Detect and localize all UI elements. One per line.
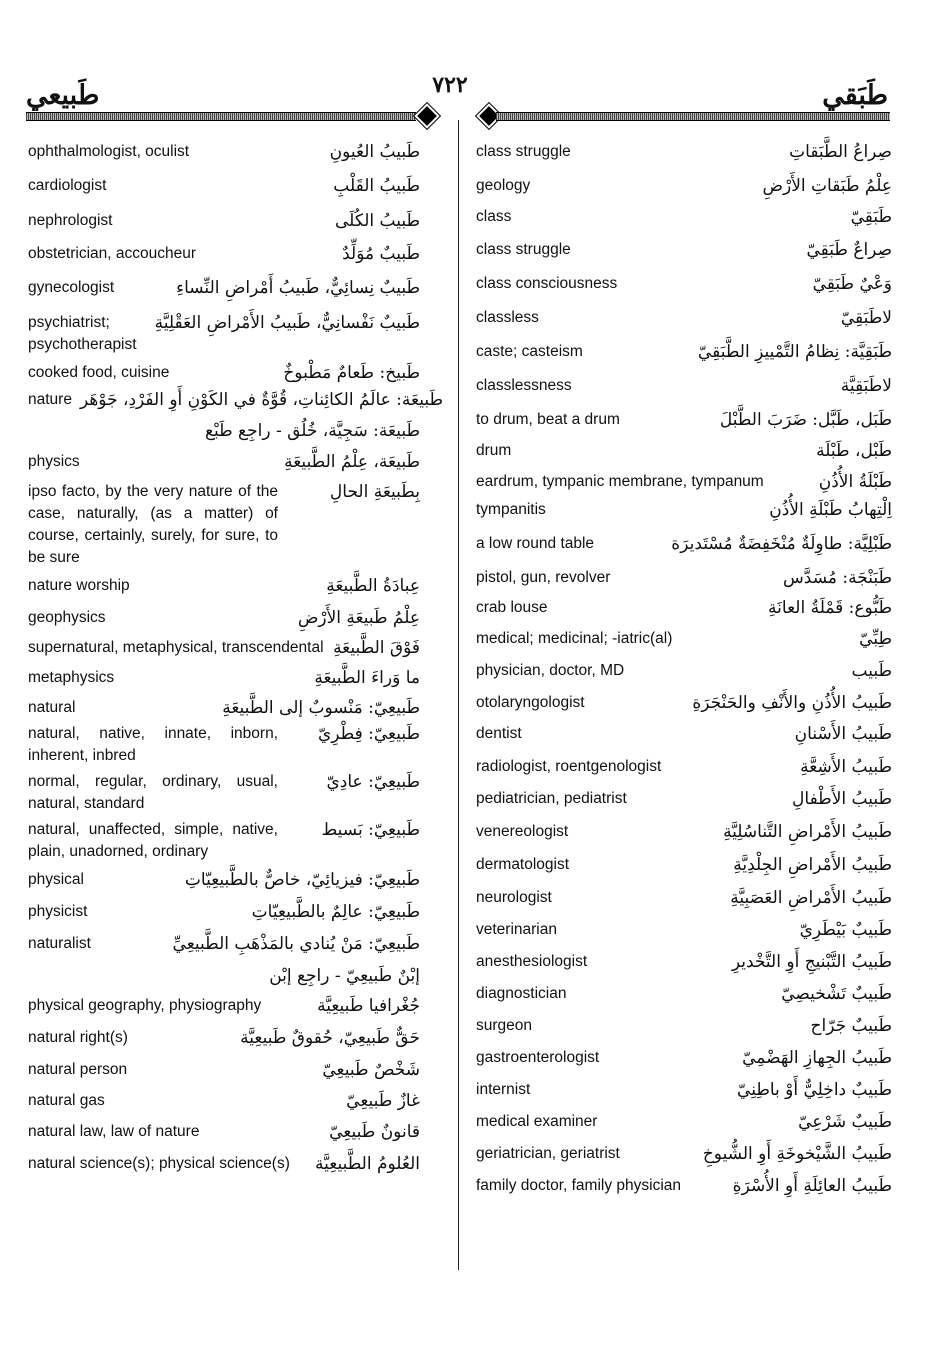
entry-english: ipso facto, by the very nature of the case, naturally, (as a matter) of course, certainly, surely, for sure, to be sure <box>28 483 278 566</box>
entry-english: pediatrician, pediatrist <box>476 790 627 807</box>
entry-arabic: طَبْل، طَبْلَة <box>816 441 892 461</box>
dictionary-entry <box>476 919 892 941</box>
dictionary-entry <box>28 819 420 863</box>
dictionary-entry <box>476 273 892 295</box>
entry-arabic: لاطَبَقِيَّة <box>840 376 892 396</box>
dictionary-entry <box>28 901 420 923</box>
entry-arabic: طَبيبٌ نِسائِيٌّ، طَبيبُ أَمْراضِ النِّساءِ <box>176 278 420 298</box>
entry-english: dentist <box>476 725 522 742</box>
entry-arabic: طَبَنْجَة: مُسَدَّس <box>783 568 892 588</box>
entry-arabic: فَوْقَ الطَّبيعَةِ <box>333 638 420 658</box>
dictionary-entry <box>476 1015 892 1037</box>
entry-english: geophysics <box>28 609 106 626</box>
entry-arabic: إبْنٌ طَبيعِيّ - راجِع إبْن <box>269 966 420 986</box>
dictionary-entry <box>28 277 420 299</box>
dictionary-entry <box>476 788 892 810</box>
entry-arabic: طَبيبُ الأُذُنِ والأَنْفِ والحَنْجَرَةِ <box>692 693 892 713</box>
entry-english: class consciousness <box>476 275 618 292</box>
entry-arabic: طَبيعِيّ: مَنْسوبٌ إلى الطَّبيعَةِ <box>222 698 420 718</box>
entry-arabic: حَقٌّ طَبيعِيّ، حُقوقٌ طَبيعِيَّة <box>240 1028 420 1048</box>
entry-english: pistol, gun, revolver <box>476 569 611 586</box>
dictionary-entry <box>28 243 420 265</box>
entry-arabic: طَبيبُ الأَمْراضِ العَصَبِيَّةِ <box>730 888 892 908</box>
entry-english: physicist <box>28 903 88 920</box>
guide-word-left: طَبيعي <box>26 80 100 111</box>
entry-arabic: ما وَراءَ الطَّبيعَةِ <box>314 668 420 688</box>
entry-arabic: طَبيبُ العائِلَةِ أَوِ الأُسْرَةِ <box>732 1176 892 1196</box>
dictionary-entry <box>476 567 892 589</box>
entry-arabic: طَبَقِيَّة: نِظامُ التَّمْييزِ الطَّبَقِيّ <box>697 342 892 362</box>
dictionary-entry <box>476 471 892 493</box>
entry-arabic: طَبيبٌ مُوَلِّدٌ <box>342 244 420 264</box>
entry-english: caste; casteism <box>476 343 583 360</box>
entry-english: physical <box>28 871 84 888</box>
dictionary-entry <box>28 362 420 384</box>
entry-arabic: قانونٌ طَبيعِيّ <box>329 1122 420 1142</box>
entry-english: natural person <box>28 1061 128 1078</box>
entry-arabic: طَبيعِيّ: مَنْ يُنادي بالمَذْهَبِ الطَّبيعِيِّ <box>172 934 420 954</box>
entry-english: to drum, beat a drum <box>476 411 620 428</box>
page-number: ٧٢٢ <box>432 72 468 98</box>
entry-arabic: طَبْلِيَّة: طاوِلَةٌ مُنْخَفِضَةٌ مُسْتَديرَة <box>671 534 892 554</box>
dictionary-entry <box>476 141 892 163</box>
entry-arabic: عِلْمُ طَبيعَةِ الأَرْضِ <box>297 608 420 628</box>
guide-word-right: طَبَقي <box>822 80 888 111</box>
entry-arabic: طَبيبُ الكُلَى <box>335 211 420 231</box>
entry-arabic: طَبْلَةُ الأُذُنِ <box>818 472 892 492</box>
entry-english: physics <box>28 453 80 470</box>
dictionary-entry <box>476 821 892 843</box>
entry-arabic: طَبيبٌ جَرّاح <box>810 1016 892 1036</box>
entry-arabic: طَبيبُ الأَسْنانِ <box>794 724 892 744</box>
entry-arabic: طَبيعِيّ: فِطْرِيّ <box>317 724 420 744</box>
entry-english: obstetrician, accoucheur <box>28 245 197 262</box>
dictionary-entry <box>28 1153 420 1175</box>
dictionary-entry <box>28 575 420 597</box>
entry-english: classlessness <box>476 377 572 394</box>
entry-english: ophthalmologist, oculist <box>28 143 190 160</box>
dictionary-entry <box>28 312 420 356</box>
entry-english: normal, regular, ordinary, usual, natural, standard <box>28 773 278 812</box>
dictionary-entry <box>476 206 892 228</box>
dictionary-entry <box>476 951 892 973</box>
dictionary-entry <box>476 628 892 650</box>
entry-arabic: طَبيعِيّ: عادِيّ <box>326 772 420 792</box>
entry-english: gynecologist <box>28 279 115 296</box>
entry-arabic: طَبيبٌ نَفْسانِيٌّ، طَبيبُ الأَمْراضِ العَقْلِيَّةِ <box>154 313 420 333</box>
entry-english: surgeon <box>476 1017 533 1034</box>
entry-arabic: طَبيبُ الأَمْراضِ الجِلْدِيَّةِ <box>733 855 892 875</box>
entry-english: classless <box>476 309 539 326</box>
entry-english: natural science(s); physical science(s) <box>28 1155 290 1172</box>
entry-arabic: شَخْصٌ طَبيعِيّ <box>322 1060 420 1080</box>
entry-arabic: العُلومُ الطَّبيعِيَّة <box>315 1154 420 1174</box>
dictionary-entry <box>28 637 420 659</box>
header-rule-right <box>496 112 890 121</box>
right-column <box>476 132 892 1197</box>
entry-arabic: عِلْمُ طَبَقاتِ الأَرْضِ <box>762 176 892 196</box>
entry-english: geology <box>476 177 531 194</box>
entry-english: class struggle <box>476 241 571 258</box>
entry-arabic: طِبِّيّ <box>859 629 892 649</box>
entry-arabic: طَبُّوع: قَمْلَةُ العانَةِ <box>768 598 892 618</box>
entry-arabic: طَبيبٌ بَيْطَرِيّ <box>799 920 892 940</box>
entry-english: gastroenterologist <box>476 1049 600 1066</box>
entry-arabic: طَبَقِيّ <box>850 207 892 227</box>
dictionary-entry <box>28 1090 420 1112</box>
dictionary-entry <box>476 341 892 363</box>
entry-arabic: غازٌ طَبيعِيّ <box>346 1091 420 1111</box>
dictionary-entry <box>28 481 420 569</box>
dictionary-entry <box>476 756 892 778</box>
diamond-ornament-left <box>414 103 439 128</box>
entry-arabic: طَبيبُ الأَطْفالِ <box>792 789 892 809</box>
dictionary-entry <box>28 451 420 473</box>
dictionary-entry <box>476 375 892 397</box>
entry-english: natural law, law of nature <box>28 1123 200 1140</box>
entry-english: family doctor, family physician <box>476 1177 682 1194</box>
entry-english: nature worship <box>28 577 130 594</box>
entry-arabic: طَبيبٌ داخِلِيٌّ أَوْ باطِنِيّ <box>737 1080 892 1100</box>
entry-arabic: طَبيبُ العُيونِ <box>329 142 420 162</box>
entry-arabic: طَبيعِيّ: عالِمٌ بالطَّبيعِيّاتِ <box>251 902 420 922</box>
entry-arabic: طَبيب <box>851 661 892 681</box>
dictionary-entry <box>476 1079 892 1101</box>
dictionary-entry <box>28 210 420 232</box>
dictionary-entry <box>28 723 420 767</box>
entry-english: tympanitis <box>476 501 546 518</box>
dictionary-entry <box>28 1027 420 1049</box>
entry-english: diagnostician <box>476 985 567 1002</box>
dictionary-entry <box>28 771 420 815</box>
dictionary-entry <box>28 141 420 163</box>
entry-arabic: طَبيبٌ شَرْعِيّ <box>798 1112 892 1132</box>
dictionary-entry <box>28 420 420 442</box>
entry-english: natural <box>28 699 76 716</box>
entry-arabic: طَبيعَة: عالَمُ الكائِناتِ، قُوَّةٌ في الكَوْنِ أَوِ الفَرْدِ، جَوْهَر <box>79 390 444 410</box>
entry-arabic: طَبيعَة، عِلْمُ الطَّبيعَةِ <box>284 452 420 472</box>
entry-english: radiologist, roentgenologist <box>476 758 662 775</box>
dictionary-entry <box>476 440 892 462</box>
entry-arabic: جُغْرافيا طَبيعِيَّة <box>317 996 420 1016</box>
entry-english: nephrologist <box>28 212 113 229</box>
entry-english: cardiologist <box>28 177 107 194</box>
entry-arabic: طَبيبُ الشَّيْخوخَةِ أَوِ الشُّيوخِ <box>702 1144 892 1164</box>
dictionary-entry <box>476 692 892 714</box>
entry-english: natural gas <box>28 1092 105 1109</box>
entry-english: drum <box>476 442 512 459</box>
entry-english: anesthesiologist <box>476 953 588 970</box>
column-divider <box>458 120 459 1270</box>
entry-english: naturalist <box>28 935 91 952</box>
entry-arabic: بِطَبيعَةِ الحالِ <box>329 482 420 502</box>
entry-arabic: طَبيخ: طَعامٌ مَطْبوخٌ <box>283 363 420 383</box>
entry-arabic: طَبيعِيّ: بَسيط <box>321 820 420 840</box>
entry-english: otolaryngologist <box>476 694 585 711</box>
entry-arabic: طَبيبُ التَّبْنيجِ أَوِ التَّخْديرِ <box>731 952 892 972</box>
dictionary-entry <box>476 660 892 682</box>
entry-english: geriatrician, geriatrist <box>476 1145 620 1162</box>
entry-english: natural, native, innate, inborn, inherent, inbred <box>28 725 278 764</box>
dictionary-entry <box>28 175 420 197</box>
dictionary-entry <box>28 869 420 891</box>
dictionary-entry <box>476 1175 892 1197</box>
entry-arabic: عِبادَةُ الطَّبيعَةِ <box>326 576 420 596</box>
entry-english: nature <box>28 391 72 408</box>
entry-arabic: طَبيعِيّ: فيزيائِيّ، خاصٌّ بالطَّبيعِيّاتِ <box>184 870 420 890</box>
dictionary-entry <box>476 1111 892 1133</box>
entry-english: metaphysics <box>28 669 115 686</box>
entry-arabic: صِراعٌ طَبَقِيّ <box>806 240 892 260</box>
entry-english: natural right(s) <box>28 1029 128 1046</box>
entry-english: physician, doctor, MD <box>476 662 625 679</box>
dictionary-entry <box>28 995 420 1017</box>
entry-english: neurologist <box>476 889 552 906</box>
dictionary-entry <box>476 1047 892 1069</box>
entry-english: eardrum, tympanic membrane, tympanum <box>476 473 764 490</box>
entry-english: class <box>476 208 512 225</box>
entry-english: medical examiner <box>476 1113 598 1130</box>
entry-arabic: طَبيبُ الأَمْراضِ التَّناسُلِيَّةِ <box>723 822 892 842</box>
dictionary-entry <box>28 389 444 411</box>
entry-english: medical; medicinal; -iatric(al) <box>476 630 673 647</box>
dictionary-entry <box>476 499 892 521</box>
dictionary-entry <box>476 175 892 197</box>
entry-arabic: لاطَبَقِيّ <box>840 308 892 328</box>
dictionary-entry <box>476 854 892 876</box>
dictionary-entry <box>476 597 892 619</box>
dictionary-entry <box>28 1059 420 1081</box>
entry-english: cooked food, cuisine <box>28 364 170 381</box>
dictionary-entry <box>28 607 420 629</box>
dictionary-entry <box>476 723 892 745</box>
entry-arabic: طَبيبُ الأَشِعَّةِ <box>800 757 892 777</box>
dictionary-entry <box>476 533 892 555</box>
entry-arabic: طَبيعَة: سَجِيَّة، خُلُق - راجِع طَبْع <box>204 421 420 441</box>
entry-arabic: طَبيبُ الجِهازِ الهَضْمِيّ <box>742 1048 892 1068</box>
entry-english: crab louse <box>476 599 548 616</box>
entry-english: a low round table <box>476 535 595 552</box>
entry-english: dermatologist <box>476 856 570 873</box>
entry-arabic: وَعْيٌ طَبَقِيّ <box>812 274 892 294</box>
entry-english: venereologist <box>476 823 569 840</box>
header-rule-left <box>26 112 416 121</box>
entry-arabic: صِراعُ الطَّبَقاتِ <box>789 142 892 162</box>
dictionary-entry <box>476 307 892 329</box>
dictionary-entry <box>28 697 420 719</box>
dictionary-entry <box>28 667 420 689</box>
dictionary-entry <box>28 933 420 955</box>
dictionary-entry <box>476 983 892 1005</box>
dictionary-entry <box>476 409 892 431</box>
dictionary-entry <box>28 965 420 987</box>
entry-english: veterinarian <box>476 921 557 938</box>
entry-arabic: طَبَل، طَبَّل: ضَرَبَ الطَّبْلَ <box>719 410 892 430</box>
entry-arabic: طَبيبُ القَلْبِ <box>333 176 420 196</box>
entry-english: psychiatrist; psychotherapist <box>28 314 137 353</box>
entry-arabic: اِلْتِهابُ طَبْلَةِ الأُذُنِ <box>769 500 892 520</box>
entry-english: physical geography, physiography <box>28 997 262 1014</box>
left-column <box>28 132 444 1175</box>
entry-arabic: طَبيبٌ تَشْخيصِيّ <box>781 984 892 1004</box>
dictionary-entry <box>476 887 892 909</box>
entry-english: class struggle <box>476 143 571 160</box>
entry-english: natural, unaffected, simple, native, plain, unadorned, ordinary <box>28 821 278 860</box>
dictionary-entry <box>476 239 892 261</box>
entry-english: internist <box>476 1081 531 1098</box>
dictionary-entry <box>28 1121 420 1143</box>
dictionary-entry <box>476 1143 892 1165</box>
entry-english: supernatural, metaphysical, transcendental <box>28 639 324 656</box>
